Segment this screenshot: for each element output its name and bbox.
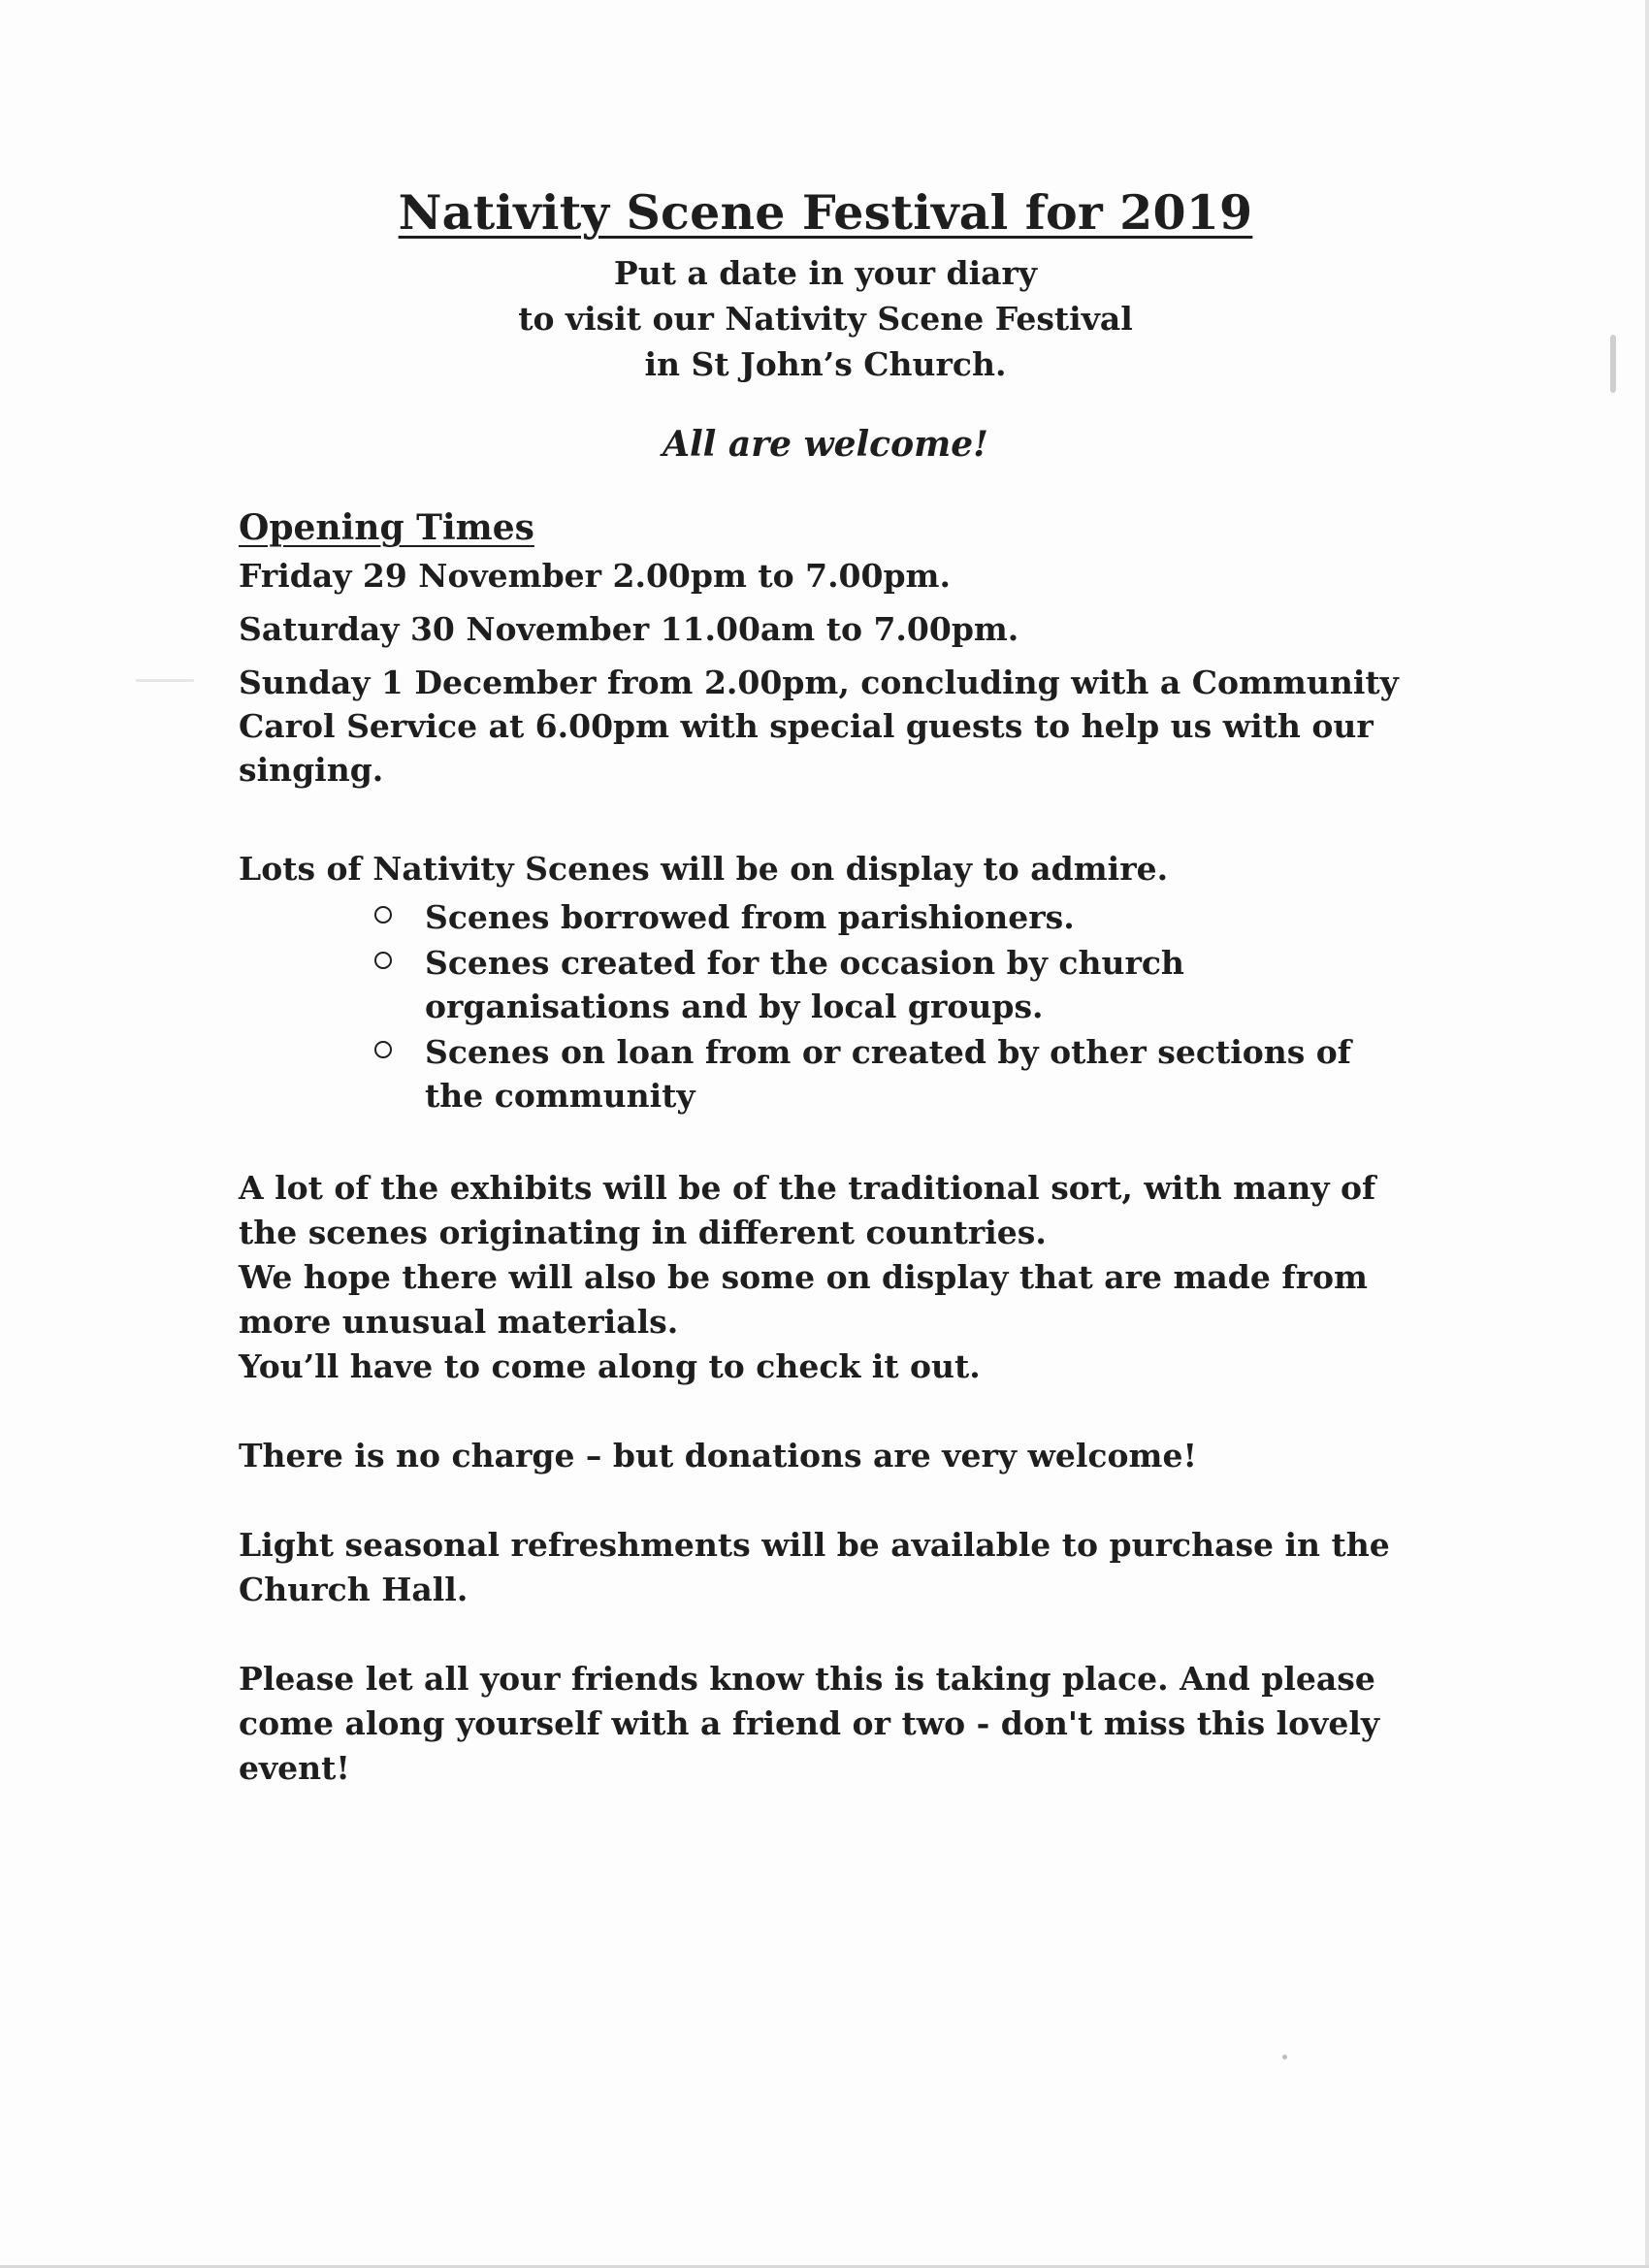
charge-notice: There is no charge – but donations are very welcome! bbox=[239, 1437, 1197, 1474]
opening-time-entry: Saturday 30 November 11.00am to 7.00pm. bbox=[239, 610, 1019, 648]
circle-bullet-icon bbox=[374, 952, 392, 969]
scan-speck bbox=[1282, 2055, 1287, 2059]
scan-speck bbox=[1610, 335, 1616, 393]
list-item bbox=[374, 1030, 1412, 1118]
scenes-list bbox=[374, 895, 1412, 1118]
subtitle-line: in St John’s Church. bbox=[644, 345, 1007, 383]
closing-message: Please let all your friends know this is taking place. And please come along yourself with a friend or two - don't miss this lovely event! bbox=[239, 1660, 1380, 1787]
opening-times-heading: Opening Times bbox=[239, 507, 534, 548]
scenes-intro: Lots of Nativity Scenes will be on display to admire. bbox=[239, 850, 1169, 888]
scenes-section bbox=[239, 847, 1412, 1118]
welcome-message: All are welcome! bbox=[663, 424, 988, 465]
circle-bullet-icon bbox=[374, 906, 392, 923]
exhibits-section bbox=[239, 1166, 1412, 1389]
scan-speck bbox=[136, 679, 194, 682]
exhibits-line: We hope there will also be some on display that are made from more unusual materials. bbox=[239, 1258, 1368, 1341]
document-body bbox=[239, 184, 1412, 1791]
exhibits-line: A lot of the exhibits will be of the traditional sort, with many of the scenes originating in different countries. bbox=[239, 1169, 1376, 1251]
subtitle-line: to visit our Nativity Scene Festival bbox=[518, 300, 1133, 338]
subtitle-line: Put a date in your diary bbox=[613, 254, 1038, 292]
list-item bbox=[374, 941, 1412, 1028]
exhibits-line: You’ll have to come along to check it out. bbox=[239, 1347, 981, 1385]
list-item-text: Scenes on loan from or created by other sections of the community bbox=[425, 1033, 1352, 1115]
scan-edge-right bbox=[1645, 0, 1649, 2268]
circle-bullet-icon bbox=[374, 1041, 392, 1058]
list-item bbox=[374, 895, 1412, 939]
opening-time-entry: Friday 29 November 2.00pm to 7.00pm. bbox=[239, 557, 951, 595]
list-item-text: Scenes created for the occasion by church organisations and by local groups. bbox=[425, 944, 1184, 1025]
opening-times-section bbox=[239, 507, 1412, 792]
list-item-text: Scenes borrowed from parishioners. bbox=[425, 898, 1075, 936]
document-title: Nativity Scene Festival for 2019 bbox=[398, 184, 1253, 241]
refreshments-notice: Light seasonal refreshments will be available to purchase in the Church Hall. bbox=[239, 1526, 1390, 1608]
opening-time-entry: Sunday 1 December from 2.00pm, concluding with a Community Carol Service at 6.00pm with special guests to help us with our singing. bbox=[239, 664, 1399, 789]
